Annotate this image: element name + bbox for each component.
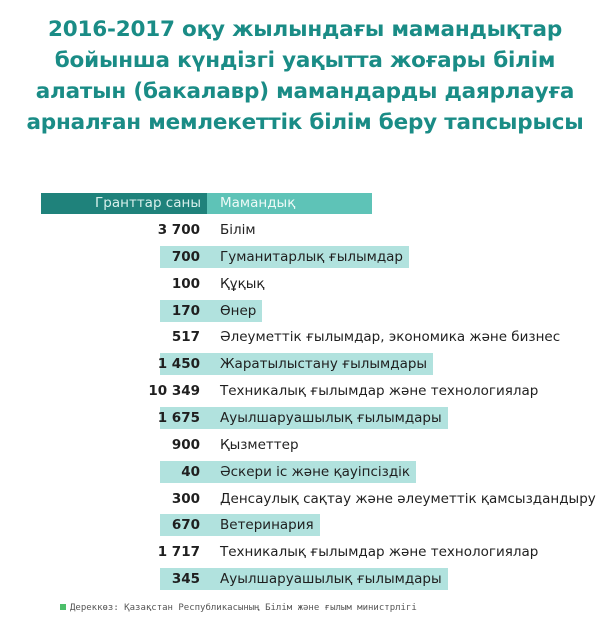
grant-count: 300 <box>171 491 200 507</box>
grant-count: 900 <box>171 437 200 453</box>
table-row <box>0 326 610 348</box>
grant-count: 345 <box>171 571 200 587</box>
table-row <box>0 541 610 563</box>
source-note <box>60 603 417 613</box>
specialty-label: Жаратылыстану ғылымдары <box>220 356 428 372</box>
title-line: бойынша күндізгі уақытта жоғары білім <box>54 48 556 73</box>
specialty-label: Ауылшаруашылық ғылымдары <box>220 571 442 587</box>
table-row <box>0 246 610 268</box>
specialty-label: Техникалық ғылымдар және технологиялар <box>220 383 539 399</box>
title-line: 2016-2017 оқу жылындағы мамандықтар <box>47 17 563 42</box>
column-header-grants: Гранттар саны <box>41 193 207 214</box>
table-row <box>0 380 610 402</box>
source-square-icon <box>60 604 66 610</box>
column-header-specialty: Мамандық <box>207 193 372 214</box>
grant-count: 40 <box>181 464 200 480</box>
specialty-label: Ветеринария <box>220 517 314 533</box>
grant-count: 1 675 <box>157 410 200 426</box>
grant-count: 10 349 <box>148 383 200 399</box>
table-row <box>0 407 610 429</box>
grant-count: 1 450 <box>157 356 200 372</box>
table-row <box>0 488 610 510</box>
title-line: алатын (бакалавр) мамандарды даярлауға <box>35 79 575 104</box>
grant-count: 100 <box>171 276 200 292</box>
grant-count: 1 717 <box>157 544 200 560</box>
grant-count: 700 <box>171 249 200 265</box>
grant-count: 3 700 <box>157 222 200 238</box>
table-row <box>0 434 610 456</box>
grant-count: 517 <box>171 329 200 345</box>
specialty-label: Өнер <box>220 303 257 319</box>
table-row <box>0 300 610 322</box>
grant-count: 670 <box>171 517 200 533</box>
table-row <box>0 514 610 536</box>
specialty-label: Ауылшаруашылық ғылымдары <box>220 410 442 426</box>
specialty-label: Әлеуметтік ғылымдар, экономика және бизнес <box>220 329 561 345</box>
specialty-label: Техникалық ғылымдар және технологиялар <box>220 544 539 560</box>
grant-count: 170 <box>171 303 200 319</box>
specialty-label: Қызметтер <box>220 437 299 453</box>
specialty-label: Әскери іс және қауіпсіздік <box>220 464 411 480</box>
title-line: арналған мемлекеттік білім беру тапсырысы <box>26 110 584 135</box>
specialty-label: Гуманитарлық ғылымдар <box>220 249 403 265</box>
table-row <box>0 461 610 483</box>
source-text: Дереккөз: Қазақстан Республикасының Білім және ғылым министрлігі <box>70 603 417 613</box>
table-row <box>0 219 610 241</box>
chart-title <box>20 14 590 138</box>
table-row <box>0 273 610 295</box>
specialty-label: Денсаулық сақтау және әлеуметтік қамсыздандыру <box>220 491 596 507</box>
table-row <box>0 568 610 590</box>
specialty-label: Білім <box>220 222 256 238</box>
specialty-label: Құқық <box>220 276 265 292</box>
table-row <box>0 353 610 375</box>
